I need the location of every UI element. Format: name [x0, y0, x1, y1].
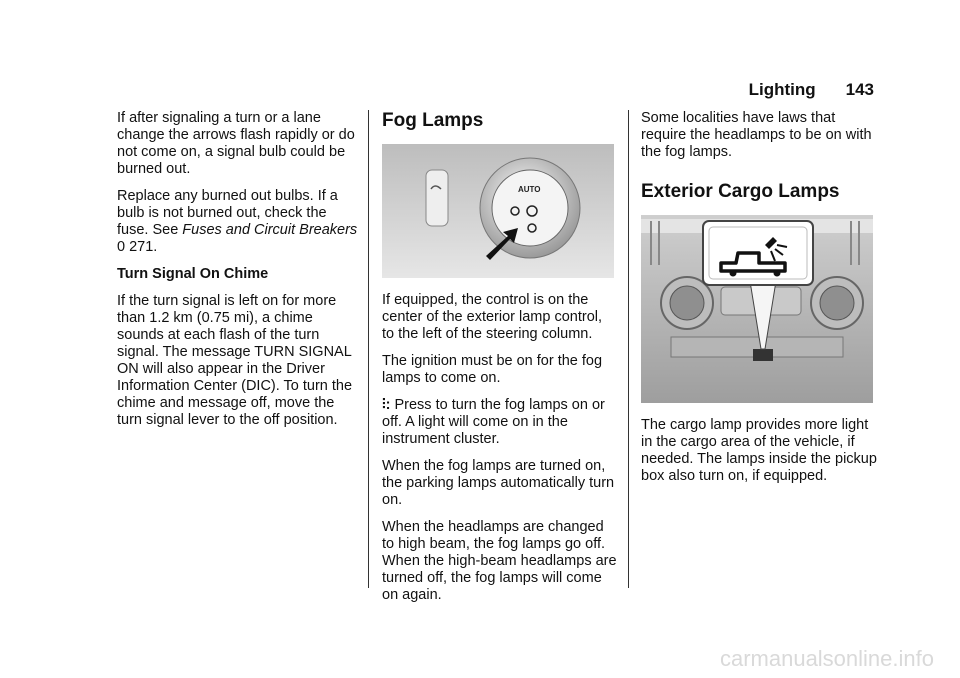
page-number: 143	[845, 80, 874, 99]
section-heading-fog-lamps: Fog Lamps	[382, 110, 484, 131]
paragraph: When the fog lamps are turned on, the parking lamps automatically turn on.	[382, 458, 615, 508]
paragraph: Some localities have laws that require the headlamps to be on with the fog lamps.	[641, 110, 872, 160]
column-3	[641, 110, 877, 495]
column-2	[382, 110, 618, 614]
paragraph: When the headlamps are changed to high beam, the fog lamps go off. When the high-beam headlamps are turned off, the fog lamps will come on again.	[382, 519, 617, 603]
section-title: Lighting	[748, 80, 816, 99]
auto-label: AUTO	[518, 185, 541, 194]
column-divider-2	[628, 110, 629, 588]
fog-lamp-control-figure	[382, 144, 614, 278]
column-1	[117, 110, 360, 439]
paragraph: The cargo lamp provides more light in the cargo area of the vehicle, if needed. The lamps inside the pickup box also turn on, if equipped.	[641, 417, 877, 484]
paragraph: Replace any burned out bulbs. If a bulb is not burned out, check the fuse. See Fuses and Circuit Breakers 0 271.	[117, 188, 358, 255]
cross-reference-link[interactable]: Fuses and Circuit Breakers	[182, 222, 358, 238]
subheading: Turn Signal On Chime	[117, 266, 269, 282]
fog-lamp-icon: ⫶	[382, 397, 386, 413]
paragraph: If after signaling a turn or a lane change the arrows flash rapidly or do not come on, a signal bulb could be burned out.	[117, 110, 355, 177]
paragraph: If the turn signal is left on for more than 1.2 km (0.75 mi), a chime sounds at each flash of the turn signal. The message TURN SIGNAL ON will also appear in the Driver Information Center (DIC). To turn the chime and message off, move the turn signal lever to the off position.	[117, 293, 353, 428]
paragraph: ⫶: Press to turn the fog lamps on or off. A light will come on in the instrument cluster.	[382, 397, 605, 447]
cargo-lamp-figure	[641, 215, 873, 403]
watermark: carmanualsonline.info	[719, 646, 934, 671]
paragraph: The ignition must be on for the fog lamps to come on.	[382, 353, 603, 386]
section-heading-cargo-lamps: Exterior Cargo Lamps	[641, 181, 840, 202]
page-header	[749, 80, 874, 100]
column-divider-1	[368, 110, 369, 588]
page-reference: 0 271.	[117, 239, 158, 255]
paragraph: If equipped, the control is on the center of the exterior lamp control, to the left of the steering column.	[382, 292, 603, 342]
